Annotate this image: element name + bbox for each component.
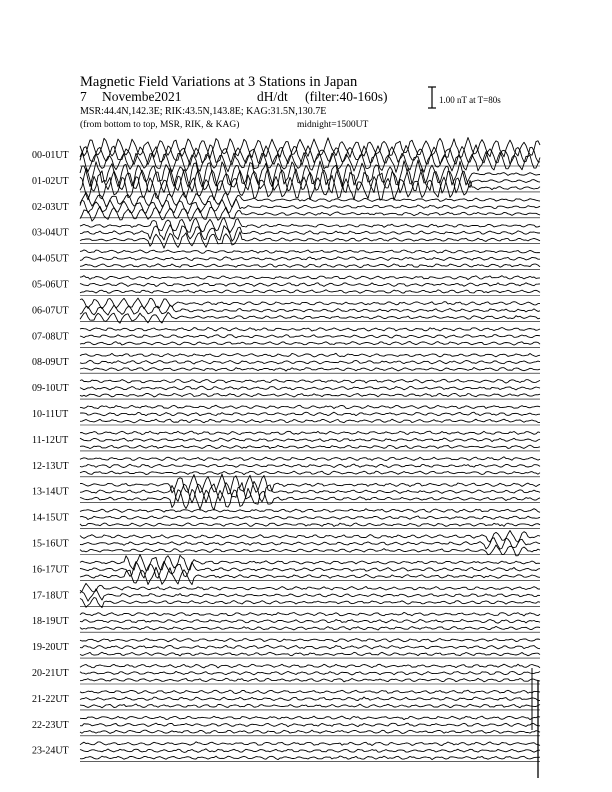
trace-kag <box>80 431 540 434</box>
trace-rik <box>80 386 540 390</box>
trace-kag <box>80 664 540 668</box>
hour-label: 22-23UT <box>32 719 69 731</box>
trace-kag <box>80 716 540 720</box>
hour-label: 09-10UT <box>32 383 69 395</box>
chart-title: Magnetic Field Variations at 3 Stations in Japan <box>80 74 358 90</box>
trace-msr <box>80 368 540 372</box>
hour-label: 15-16UT <box>32 538 69 550</box>
filter-label: (filter:40-160s) <box>305 89 388 104</box>
trace-msr <box>80 445 540 448</box>
trace-rik <box>80 283 540 287</box>
hour-label: 18-19UT <box>32 616 69 628</box>
trace-rik <box>80 412 540 416</box>
trace-rik <box>80 589 540 601</box>
hour-label: 11-12UT <box>32 434 69 446</box>
trace-rik <box>80 645 540 649</box>
trace-kag <box>80 531 540 543</box>
quantity-label: dH/dt <box>257 89 288 104</box>
hour-label: 07-08UT <box>32 331 69 343</box>
hour-label: 05-06UT <box>32 279 69 291</box>
trace-kag <box>80 327 540 331</box>
stations-line: MSR:44.4N,142.3E; RIK:43.5N,143.8E; KAG:31.5N,130.7E <box>80 106 327 117</box>
trace-kag <box>80 509 540 513</box>
trace-kag <box>80 639 540 642</box>
trace-rik <box>80 671 540 675</box>
trace-msr <box>80 342 540 346</box>
hour-label: 14-15UT <box>32 512 69 524</box>
trace-kag <box>80 276 540 280</box>
trace-kag <box>80 583 540 593</box>
hour-label: 20-21UT <box>32 668 69 679</box>
hour-label: 13-14UT <box>32 486 69 498</box>
hour-label: 03-04UT <box>32 227 69 239</box>
trace-rik <box>80 516 540 520</box>
trace-msr <box>80 704 540 708</box>
trace-kag <box>80 612 540 616</box>
trace-kag <box>80 217 540 232</box>
hour-label: 00-01UT <box>32 150 69 161</box>
trace-msr <box>80 652 540 656</box>
trace-msr <box>80 756 540 760</box>
trace-rik <box>80 620 540 624</box>
trace-msr <box>80 175 540 200</box>
trace-rik <box>80 257 540 261</box>
trace-kag <box>80 138 540 159</box>
trace-rik <box>80 360 540 364</box>
trace-rik <box>80 199 540 214</box>
trace-rik <box>80 538 540 549</box>
trace-rik <box>80 749 540 753</box>
trace-rik <box>80 697 540 701</box>
trace-kag <box>80 353 540 357</box>
date-month-year: Novembe2021 <box>102 89 182 104</box>
scale-bar <box>428 87 501 108</box>
hour-label: 08-09UT <box>32 357 69 369</box>
hour-label: 06-07UT <box>32 305 69 317</box>
trace-msr <box>80 545 540 556</box>
hour-label: 12-13UT <box>32 460 69 472</box>
trace-rik <box>80 561 540 578</box>
trace-rik <box>80 335 540 338</box>
trace-msr <box>80 393 540 397</box>
hour-label: 17-18UT <box>32 590 69 602</box>
trace-msr <box>80 264 540 268</box>
midnight-note: midnight=1500UT <box>297 120 369 130</box>
trace-rik <box>80 464 540 468</box>
hour-label: 02-03UT <box>32 201 69 213</box>
trace-msr <box>80 626 540 630</box>
trace-msr <box>80 419 540 423</box>
trace-kag <box>80 742 540 746</box>
trace-kag <box>80 457 540 461</box>
hour-label: 10-11UT <box>32 409 69 420</box>
trace-msr <box>80 206 540 221</box>
hour-label: 01-02UT <box>32 175 69 187</box>
trace-msr <box>80 471 540 475</box>
trace-rik <box>80 723 540 727</box>
hour-label: 23-24UT <box>32 745 69 757</box>
hour-label: 19-20UT <box>32 642 69 654</box>
hour-label: 21-22UT <box>32 693 69 705</box>
trace-kag <box>80 379 540 383</box>
trace-msr <box>80 678 540 682</box>
date-day: 7 <box>80 89 87 104</box>
trace-msr <box>80 232 540 248</box>
trace-rik <box>80 438 540 442</box>
trace-rik <box>80 305 540 315</box>
scale-label: 1.00 nT at T=80s <box>439 95 501 105</box>
trace-kag <box>80 250 540 253</box>
trace-kag <box>80 405 540 408</box>
hour-label: 04-05UT <box>32 253 69 265</box>
trace-kag <box>80 298 540 309</box>
trace-msr <box>80 730 540 733</box>
trace-msr <box>80 488 540 510</box>
order-note: (from bottom to top, MSR, RIK, & KAG) <box>80 120 240 130</box>
trace-msr <box>80 523 540 527</box>
trace-msr <box>80 290 540 293</box>
trace-kag <box>80 690 540 694</box>
hour-label: 16-17UT <box>32 564 69 576</box>
hour-rows <box>32 138 540 762</box>
